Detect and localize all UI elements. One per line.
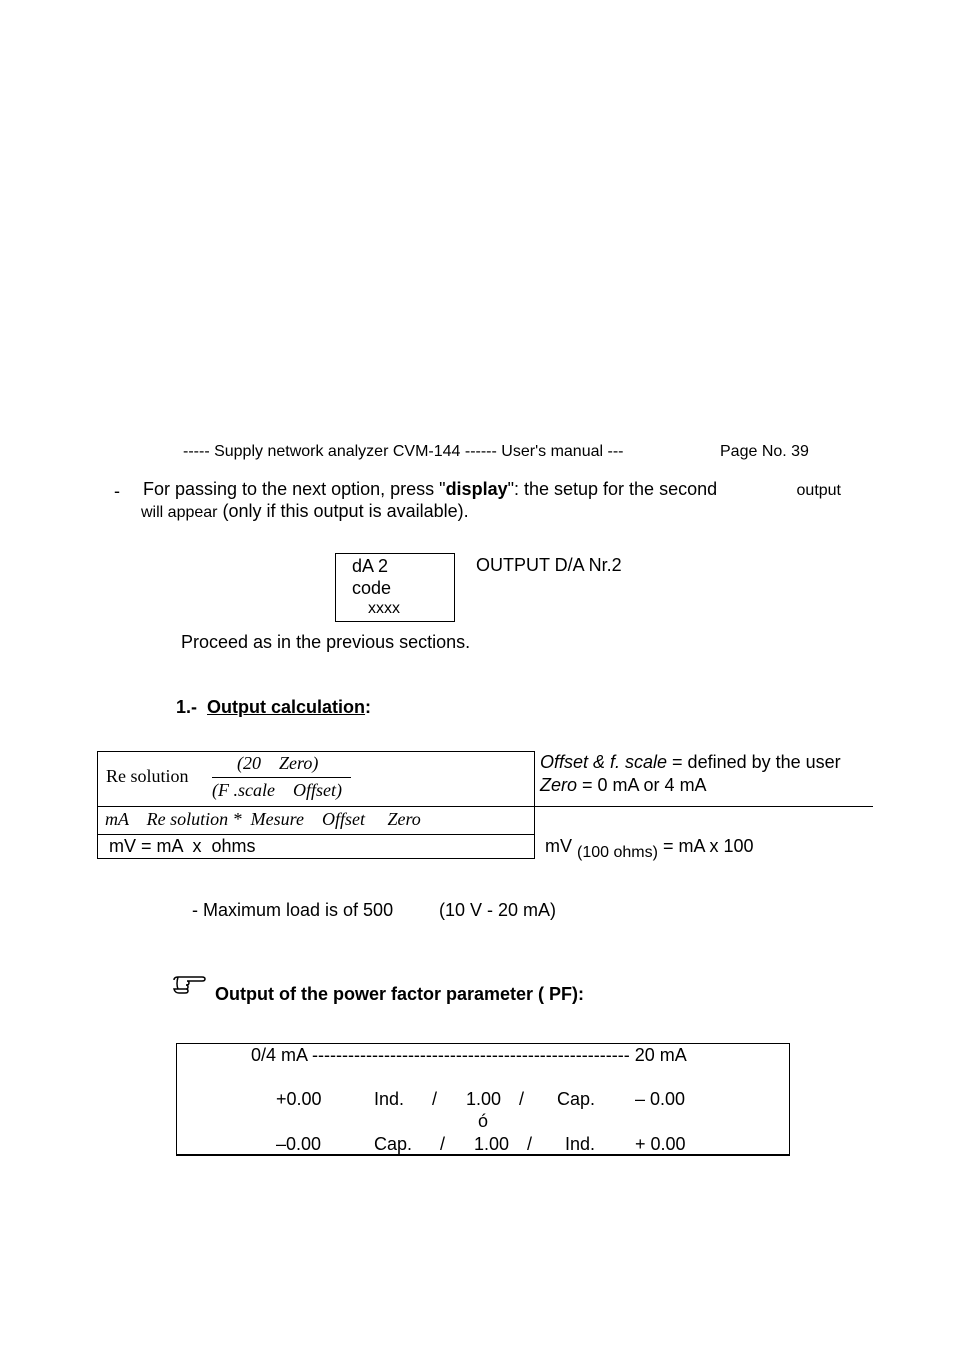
- pf-r1-c7: – 0.00: [635, 1089, 686, 1109]
- display-line-1: dA 2: [352, 556, 389, 576]
- display-line-3: xxxx: [368, 600, 400, 617]
- pf-range: 0/4 mA ----------------------------------------------------- 20 mA: [251, 1045, 687, 1065]
- section-heading: 1.- Output calculation:: [176, 697, 372, 717]
- bullet-dash: -: [114, 481, 120, 501]
- pf-r2-c3: /: [440, 1134, 446, 1154]
- display-code-box: [335, 553, 455, 622]
- display-line-2: code: [352, 578, 392, 598]
- mv-100-ohms: mV (100 ohms) = mA x 100: [545, 836, 754, 861]
- pf-r2-c2: Cap.: [374, 1134, 413, 1154]
- note-offset-scale: Offset & f. scale = defined by the user: [540, 752, 841, 772]
- pf-r2-c5: /: [527, 1134, 533, 1154]
- intro-line-2: will appear (only if this output is available).: [141, 501, 469, 521]
- max-load-b: (10 V - 20 mA): [439, 900, 557, 920]
- fraction-denominator: (F .scale Offset): [212, 780, 342, 800]
- pointing-hand-icon: [172, 972, 208, 1001]
- proceed-text: Proceed as in the previous sections.: [181, 632, 471, 652]
- pf-r1-c5: /: [519, 1089, 525, 1109]
- resolution-lhs: Re solution: [106, 766, 189, 786]
- intro-output-word: output: [796, 482, 841, 499]
- intro-text-a: For passing to the next option, press "display": the setup for the second: [143, 479, 718, 499]
- section-number: 1.-: [176, 697, 198, 717]
- pf-table: [176, 1043, 790, 1156]
- display-key: display: [445, 479, 508, 499]
- note-zero: Zero = 0 mA or 4 mA: [540, 775, 707, 795]
- pf-r1-c4: 1.00: [466, 1089, 502, 1109]
- header-title: ----- Supply network analyzer CVM-144 ------ User's manual ---: [183, 443, 624, 460]
- pf-section-title: Output of the power factor parameter ( PF):: [215, 984, 585, 1004]
- pf-r2-c6: Ind.: [565, 1134, 596, 1154]
- display-output-label: OUTPUT D/A Nr.2: [476, 555, 622, 575]
- pf-r1-c3: /: [432, 1089, 438, 1109]
- pf-or: ó: [478, 1111, 489, 1131]
- pf-r2-c7: + 0.00: [635, 1134, 686, 1154]
- fraction-bar: [212, 777, 351, 778]
- fraction-numerator: (20 Zero): [237, 753, 319, 773]
- pf-r1-c2: Ind.: [374, 1089, 405, 1109]
- max-load-a: - Maximum load is of 500: [192, 900, 394, 920]
- ma-formula: mA Re solution * Mesure Offset Zero: [105, 809, 421, 829]
- page-header: [183, 443, 623, 461]
- pf-r1-c1: +0.00: [276, 1089, 322, 1109]
- pf-r2-c1: –0.00: [276, 1134, 322, 1154]
- pf-r2-c4: 1.00: [474, 1134, 510, 1154]
- mv-formula: mV = mA x ohms: [109, 836, 256, 856]
- page-number: Page No. 39: [720, 443, 809, 460]
- pf-r1-c6: Cap.: [557, 1089, 596, 1109]
- intro-line-1: [143, 479, 841, 500]
- section-title: Output calculation: [207, 697, 366, 717]
